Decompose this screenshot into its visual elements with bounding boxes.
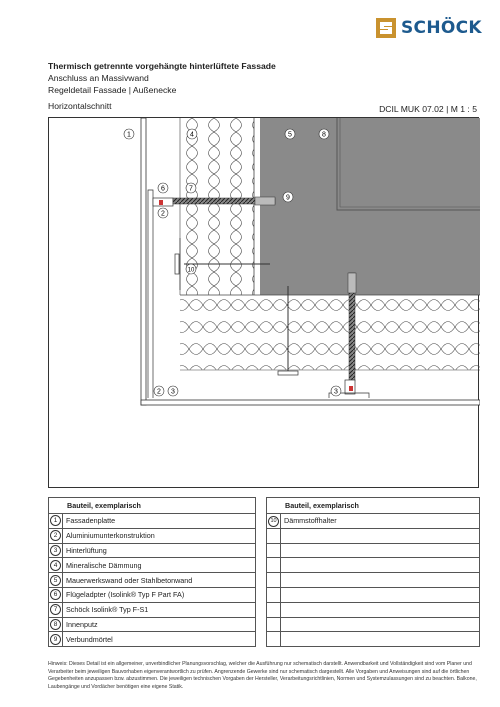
legend-row: 6 Flügeladpter (Isolink® Typ F Part FA) bbox=[49, 587, 256, 602]
drawing-reference: DCIL MUK 07.02 | M 1 : 5 bbox=[379, 104, 477, 114]
brand-logo bbox=[376, 18, 482, 38]
svg-text:2: 2 bbox=[161, 210, 165, 218]
callout-2-lower bbox=[154, 386, 164, 396]
facade-panel-vertical bbox=[141, 118, 146, 405]
subtitle-line-3: Horizontalschnitt bbox=[48, 101, 112, 111]
callout-10 bbox=[186, 264, 196, 274]
legend-row: 7 Schöck Isolink® Typ F-S1 bbox=[49, 602, 256, 617]
svg-text:8: 8 bbox=[322, 131, 326, 139]
callout-1 bbox=[124, 129, 134, 139]
callout-3-right bbox=[331, 386, 341, 396]
svg-text:1: 1 bbox=[127, 131, 131, 139]
insulation-horizontal bbox=[180, 295, 480, 370]
svg-text:5: 5 bbox=[288, 131, 292, 139]
document-title: Thermisch getrennte vorgehängte hinterlüftete Fassade bbox=[48, 61, 276, 71]
section-drawing bbox=[48, 117, 479, 488]
legend-row-empty bbox=[267, 558, 480, 573]
subtitle-line-2: Regeldetail Fassade | Außenecke bbox=[48, 85, 177, 95]
legend-row: 8 Innenputz bbox=[49, 617, 256, 632]
legend-table-right bbox=[266, 497, 480, 647]
legend-row-empty bbox=[267, 573, 480, 588]
legend-row-empty bbox=[267, 587, 480, 602]
callout-7 bbox=[186, 183, 196, 193]
legend-row-empty bbox=[267, 617, 480, 632]
legend-row-empty bbox=[267, 602, 480, 617]
svg-text:3: 3 bbox=[171, 388, 175, 396]
svg-text:10: 10 bbox=[187, 267, 195, 274]
callout-4 bbox=[187, 129, 197, 139]
legend-row: 1 Fassadenplatte bbox=[49, 514, 256, 529]
legend-row-empty bbox=[267, 528, 480, 543]
legend-table-left bbox=[48, 497, 256, 647]
legend-row: 3 Hinterlüftung bbox=[49, 543, 256, 558]
disclaimer-note: Hinweis: Dieses Detail ist ein allgemeiner, unverbindlicher Planungsvorschlag, welcher die Ausführung nur schematisch darstellt. Anwendbarkeit und Vollständigkeit sind vom Planer und Verarbeiter beim jeweiligen Bauvorhaben eigenverantwortlich zu prüfen. Angrenzende Gewerke sind nur schematisch dargestellt. Alle Vorgaben und Anweisungen sind auf die örtlichen Gegebenheiten anzupassen bzw. abzustimmen. Die jeweiligen technischen Vorgaben der Hersteller, Verarbeitungsrichtlinien, Normen und Systemzulassungen sind zu beachten. Balkone, Laubengänge und Vordächer benötigen eine eigene Statik. bbox=[48, 661, 477, 690]
legend-row: 5 Mauerwerkswand oder Stahlbetonwand bbox=[49, 573, 256, 588]
legend-header-left: Bauteil, exemplarisch bbox=[49, 498, 256, 514]
callout-5 bbox=[285, 129, 295, 139]
section-drawing-svg bbox=[49, 118, 480, 489]
callout-9 bbox=[283, 192, 293, 202]
legend-row: 9 Verbundmörtel bbox=[49, 632, 256, 647]
legend-row: 10 Dämmstoffhalter bbox=[267, 514, 480, 529]
callout-8 bbox=[319, 129, 329, 139]
legend-header-right: Bauteil, exemplarisch bbox=[267, 498, 480, 514]
svg-text:3: 3 bbox=[334, 388, 338, 396]
callout-3-left bbox=[168, 386, 178, 396]
legend-row: 4 Mineralische Dämmung bbox=[49, 558, 256, 573]
svg-text:4: 4 bbox=[190, 131, 194, 139]
schoeck-logo-icon bbox=[376, 18, 396, 38]
svg-text:6: 6 bbox=[161, 185, 165, 193]
facade-panel-horizontal bbox=[141, 400, 480, 405]
masonry-wall bbox=[254, 118, 480, 295]
callout-6 bbox=[158, 183, 168, 193]
svg-text:7: 7 bbox=[189, 185, 193, 193]
legend-row-empty bbox=[267, 632, 480, 647]
callout-2-upper bbox=[158, 208, 168, 218]
brand-name: SCHÖCK bbox=[401, 18, 482, 38]
subtitle-line-1: Anschluss an Massivwand bbox=[48, 73, 149, 83]
svg-text:2: 2 bbox=[157, 388, 161, 396]
legend-row-empty bbox=[267, 543, 480, 558]
legend-row: 2 Aluminiumunterkonstruktion bbox=[49, 528, 256, 543]
svg-text:9: 9 bbox=[286, 194, 290, 202]
